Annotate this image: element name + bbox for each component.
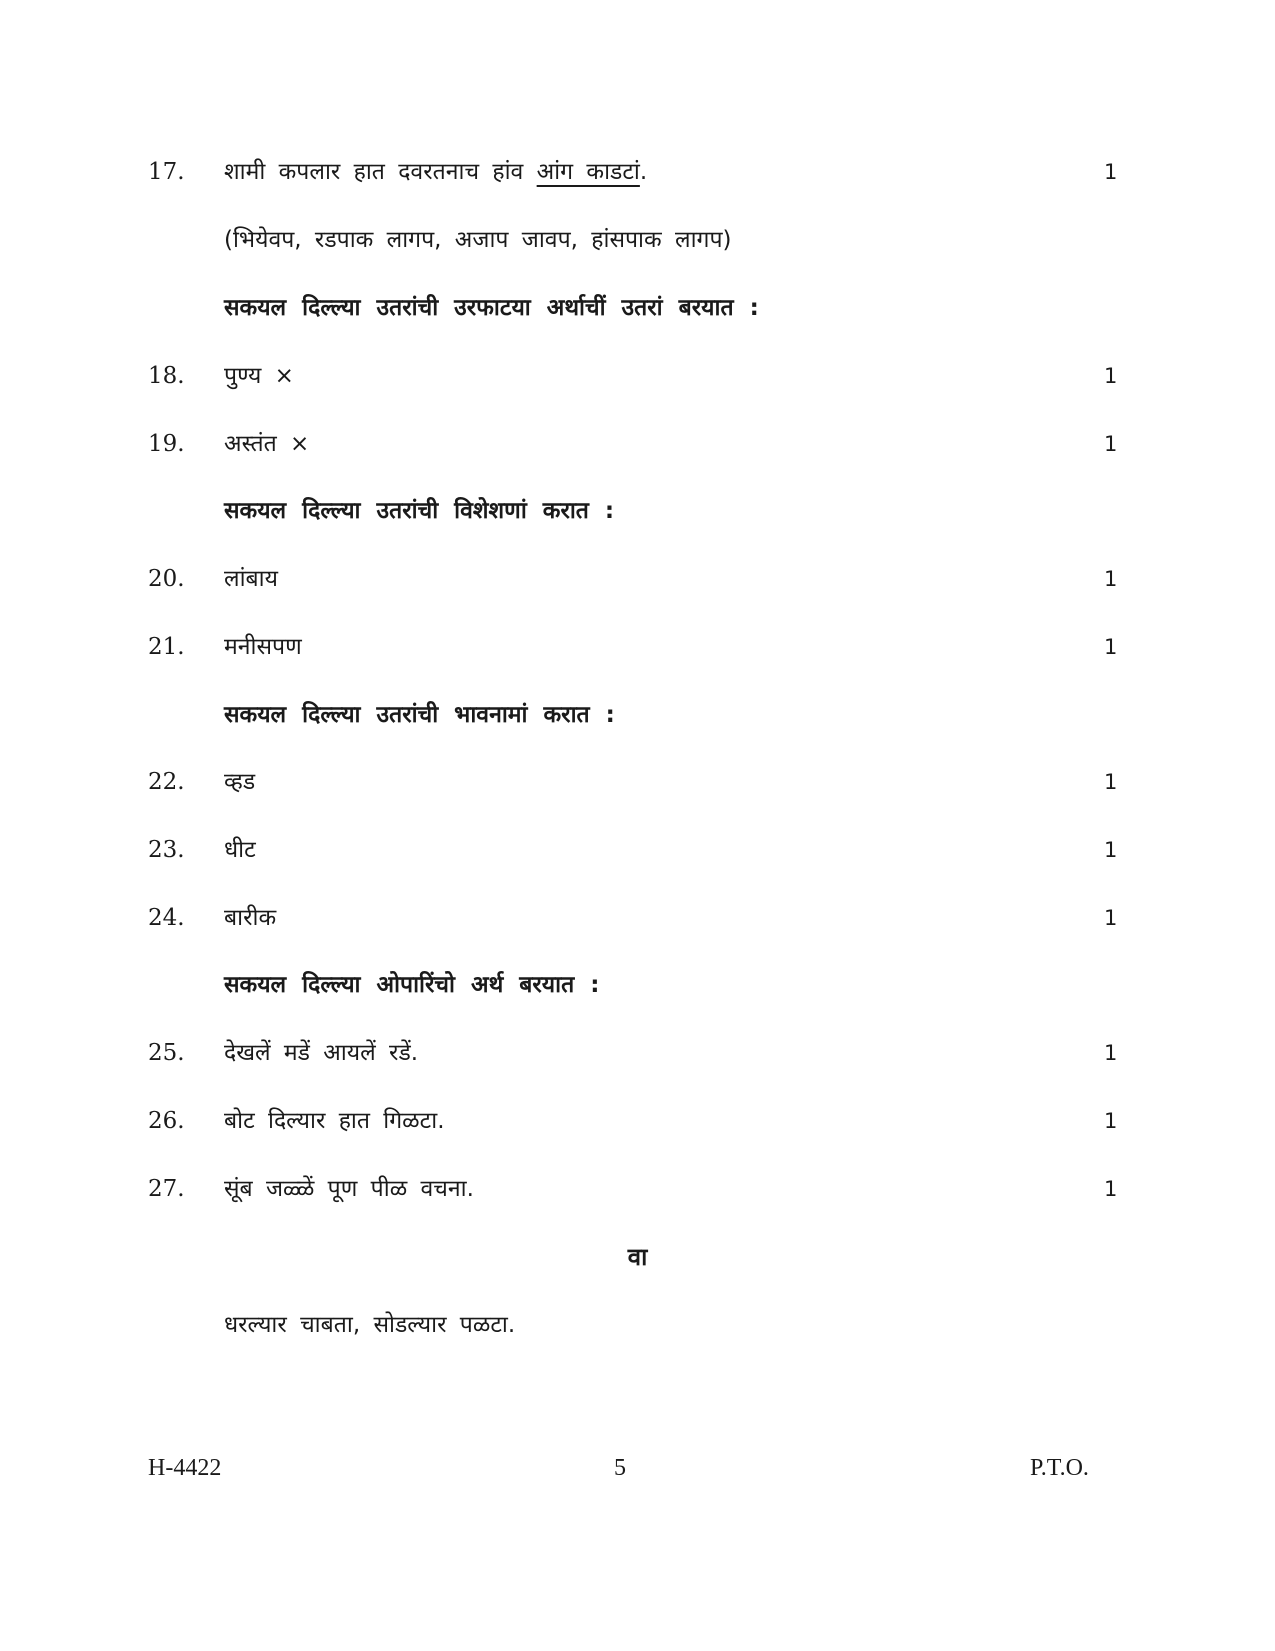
question-17 [0, 152, 1275, 192]
question-marks: 1 [1104, 432, 1118, 456]
section-heading-nouns [0, 695, 1275, 735]
section-heading: सकयल दिल्ल्या उतरांची विशेशणां करात : [224, 498, 615, 524]
question-number: 23. [148, 837, 185, 863]
section-heading-proverbs [0, 965, 1275, 1005]
question-24 [0, 898, 1275, 938]
question-27-alternative [0, 1305, 1275, 1345]
question-number: 25. [148, 1040, 185, 1066]
question-text: बारीक [224, 905, 277, 931]
section-heading: सकयल दिल्ल्या ओपारिंचो अर्थ बरयात : [224, 972, 600, 998]
question-marks: 1 [1104, 1177, 1118, 1201]
section-heading-adjectives [0, 491, 1275, 531]
question-text: सूंब जळ्ळें पूण पीळ वचना. [224, 1176, 474, 1202]
question-text: बोट दिल्यार हात गिळटा. [224, 1108, 445, 1134]
question-22 [0, 762, 1275, 802]
or-separator: वा [627, 1243, 648, 1271]
question-text: व्हड [224, 769, 256, 795]
question-marks: 1 [1104, 770, 1118, 794]
question-text-after: . [639, 159, 648, 185]
question-marks: 1 [1104, 1109, 1118, 1133]
question-text: धीट [224, 837, 256, 863]
question-marks: 1 [1104, 364, 1118, 388]
question-23 [0, 830, 1275, 870]
question-marks: 1 [1104, 906, 1118, 930]
question-number: 22. [148, 769, 185, 795]
alternative-text: धरल्यार चाबता, सोडल्यार पळटा. [224, 1312, 516, 1338]
question-marks: 1 [1104, 838, 1118, 862]
question-27 [0, 1169, 1275, 1209]
question-26 [0, 1101, 1275, 1141]
question-text: देखलें मडें आयलें रडें. [224, 1040, 419, 1066]
question-number: 20. [148, 566, 185, 592]
question-marks: 1 [1104, 160, 1118, 184]
question-18 [0, 356, 1275, 396]
question-number: 17. [148, 159, 185, 185]
section-heading: सकयल दिल्ल्या उतरांची उरफाटया अर्थाचीं उतरां बरयात : [224, 295, 759, 321]
underlined-phrase: आंग काडटां [536, 159, 640, 185]
paper-code: H-4422 [148, 1455, 222, 1481]
options-text: (भियेवप, रडपाक लागप, अजाप जावप, हांसपाक लागप) [224, 227, 732, 253]
question-20 [0, 559, 1275, 599]
question-text: अस्तंत × [224, 431, 310, 457]
question-number: 24. [148, 905, 185, 931]
question-number: 21. [148, 634, 185, 660]
question-marks: 1 [1104, 567, 1118, 591]
question-number: 26. [148, 1108, 185, 1134]
question-text [224, 152, 647, 192]
section-heading: सकयल दिल्ल्या उतरांची भावनामां करात : [224, 702, 615, 728]
question-text: लांबाय [224, 566, 278, 592]
question-marks: 1 [1104, 635, 1118, 659]
section-heading-antonyms [0, 288, 1275, 328]
question-text: मनीसपण [224, 634, 302, 660]
question-21 [0, 627, 1275, 667]
page-number: 5 [614, 1455, 626, 1481]
question-number: 18. [148, 363, 185, 389]
question-17-options [0, 220, 1275, 260]
question-25 [0, 1033, 1275, 1073]
pto-label: P.T.O. [1030, 1455, 1089, 1481]
question-number: 27. [148, 1176, 185, 1202]
question-text-before: शामी कपलार हात दवरतनाच हांव [224, 159, 524, 185]
question-marks: 1 [1104, 1041, 1118, 1065]
question-number: 19. [148, 431, 185, 457]
question-19 [0, 424, 1275, 464]
question-text: पुण्य × [224, 363, 294, 389]
